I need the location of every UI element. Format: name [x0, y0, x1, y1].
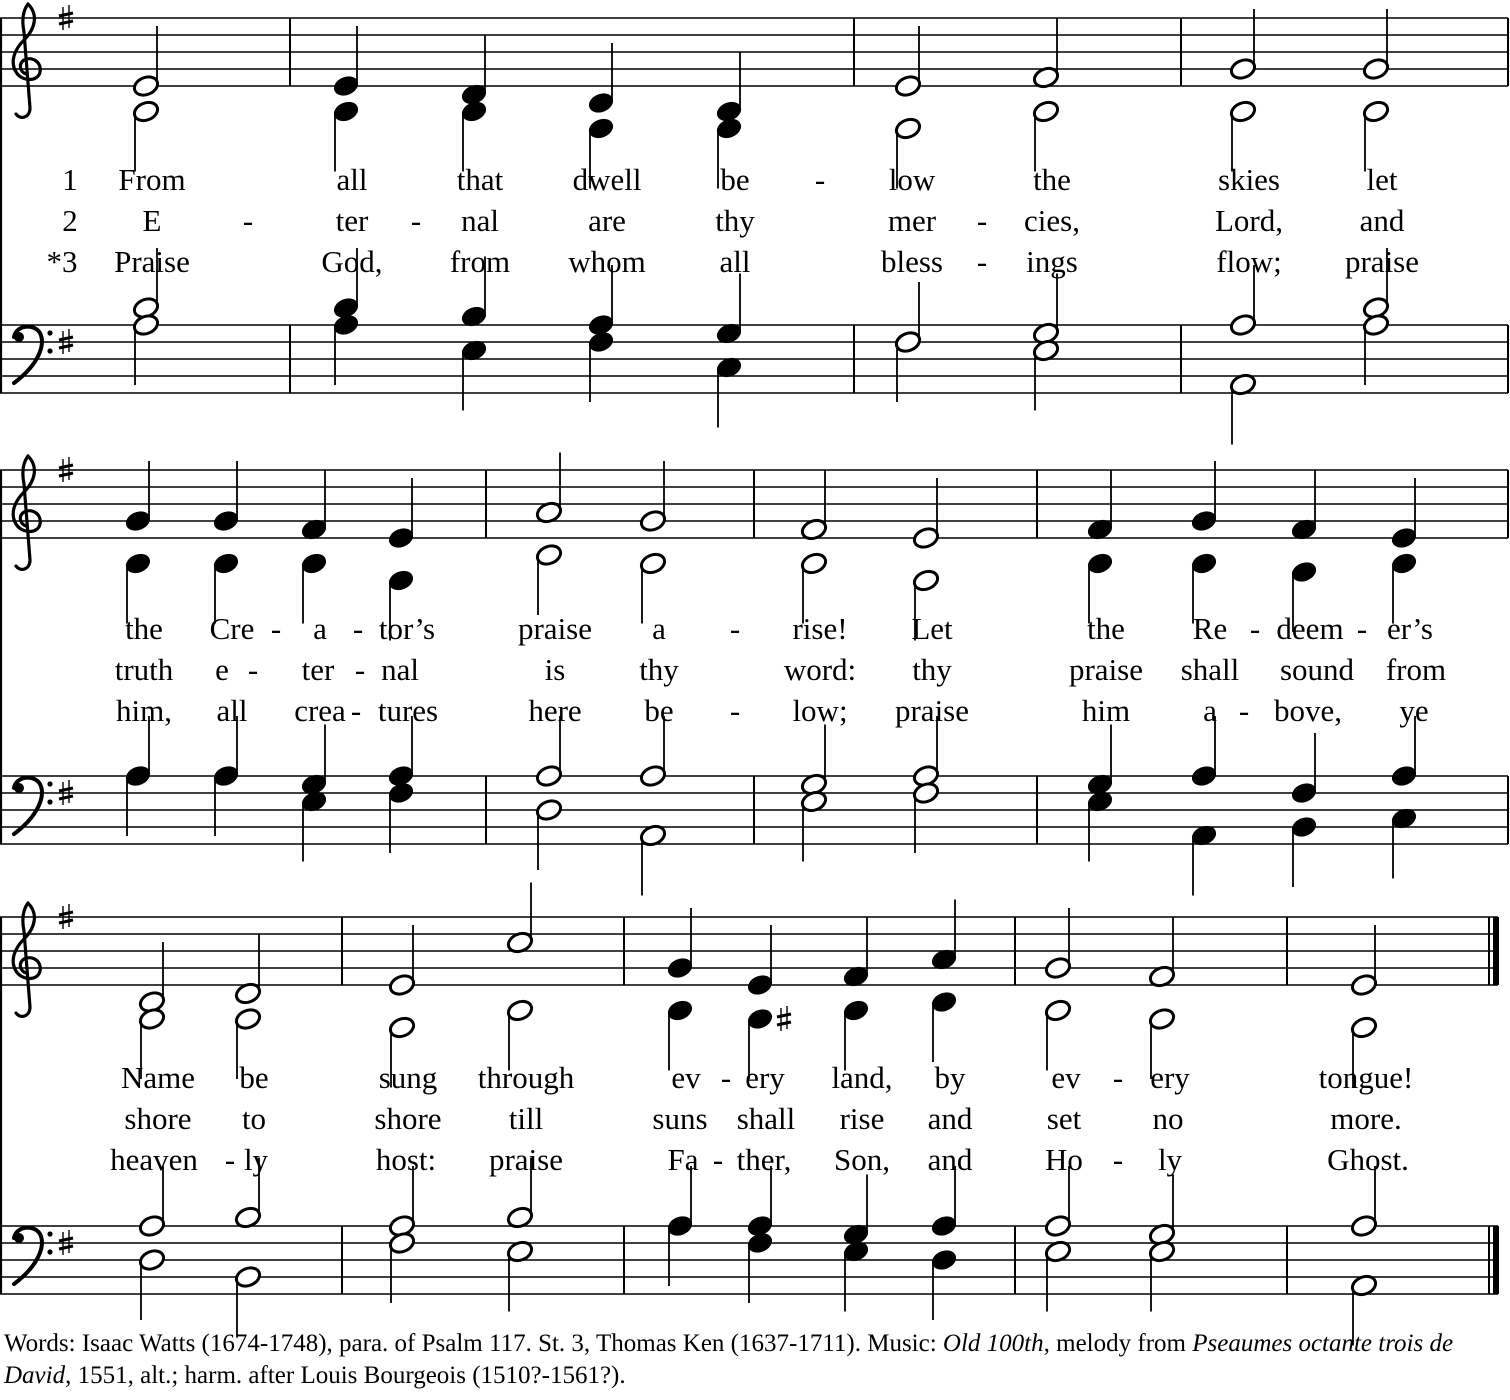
lyric-syllable: nal: [381, 652, 419, 687]
lyric-syllable: tor’s: [378, 611, 436, 646]
note-head: [535, 798, 564, 823]
sharp-stroke: [59, 1246, 73, 1249]
lyric-syllable: from: [449, 244, 511, 279]
note-head: [132, 74, 161, 99]
lyric-syllable: -: [729, 693, 741, 728]
lyric-syllable: cies,: [1024, 203, 1080, 238]
note-head: [1229, 99, 1258, 124]
note-head: [138, 1248, 167, 1273]
bass-clef-dot: [47, 348, 52, 353]
lyric-syllable: that: [456, 162, 504, 197]
note-head: [842, 998, 871, 1023]
note-head: [1032, 99, 1061, 124]
lyric-syllable: bless: [881, 244, 943, 279]
lyric-syllable: nal: [461, 203, 499, 238]
lyric-syllable: shore: [124, 1101, 192, 1136]
note-head: [1148, 1007, 1177, 1032]
note-head: [1044, 1214, 1073, 1239]
note-head: [930, 990, 959, 1015]
sharp-stroke: [59, 473, 73, 476]
melody-from-text: , melody from: [1043, 1330, 1186, 1357]
note-head: [746, 973, 775, 998]
note-head: [639, 764, 668, 789]
lyric-syllable: dwell: [572, 162, 642, 197]
note-head: [894, 116, 923, 141]
note-head: [912, 526, 941, 551]
bass-clef: [14, 1228, 53, 1284]
note-head: [138, 1214, 167, 1239]
note-head: [124, 551, 153, 576]
note-head: [1290, 560, 1319, 585]
note-head: [1229, 57, 1258, 82]
sharp-stroke: [59, 337, 73, 340]
lyric-syllable: deem: [1276, 611, 1344, 646]
note-head: [132, 99, 161, 124]
lyric-syllable: ter: [335, 203, 369, 238]
lyric-syllable: -: [350, 693, 362, 728]
lyric-syllable: be: [720, 162, 750, 197]
note-head: [1229, 313, 1258, 338]
lyric-syllable: be: [239, 1060, 269, 1095]
note-head: [234, 1007, 263, 1032]
hymn-credits: [4, 1328, 1504, 1392]
lyric-syllable: ye: [1399, 693, 1429, 728]
bass-clef-dot: [14, 783, 24, 793]
lyric-syllable: ev: [671, 1060, 701, 1095]
lyric-syllable: Re: [1192, 611, 1228, 646]
note-head: [387, 568, 416, 593]
lyric-syllable: Lord,: [1214, 203, 1284, 238]
lyric-syllable: ings: [1026, 244, 1078, 279]
lyric-syllable: flow;: [1216, 244, 1282, 279]
note-head: [332, 99, 361, 124]
lyric-syllable: till: [508, 1101, 544, 1136]
lyric-syllable: shall: [1180, 652, 1240, 687]
lyric-syllable: -: [352, 611, 364, 646]
lyric-syllable: praise: [1344, 244, 1420, 279]
lyric-syllable: Praise: [114, 244, 190, 279]
sharp-stroke: [59, 788, 73, 791]
lyric-syllable: -: [976, 203, 988, 238]
bass-clef-dot: [14, 332, 24, 342]
lyric-syllable: thy: [715, 203, 755, 238]
note-head: [587, 330, 616, 355]
lyric-syllable: ly: [1157, 1142, 1183, 1177]
note-head: [1362, 57, 1391, 82]
lyric-syllable: -: [1238, 693, 1250, 728]
note-head: [666, 956, 695, 981]
lyric-syllable: crea: [294, 693, 346, 728]
sharp-stroke: [59, 1238, 73, 1241]
lyric-syllable: are: [588, 203, 626, 238]
lyric-syllable: and: [927, 1101, 973, 1136]
note-head: [535, 764, 564, 789]
note-head: [1350, 1015, 1379, 1040]
lyric-syllable: God,: [321, 244, 383, 279]
note-head: [124, 764, 153, 789]
music-label: Music:: [867, 1330, 937, 1357]
lyric-syllable: is: [544, 652, 566, 687]
note-head: [894, 74, 923, 99]
lyric-syllable: suns: [652, 1101, 708, 1136]
lyric-syllable: whom: [568, 244, 646, 279]
lyric-syllable: sung: [378, 1060, 438, 1095]
bass-clef-dot: [47, 781, 52, 786]
lyric-syllable: Son,: [834, 1142, 890, 1177]
lyric-syllable: -: [1112, 1060, 1124, 1095]
lyric-syllable: -: [712, 1142, 724, 1177]
sharp-stroke: [59, 912, 73, 915]
treble-clef: [13, 903, 40, 1016]
lyric-syllable: rise: [839, 1101, 885, 1136]
note-head: [639, 551, 668, 576]
words-label: Words:: [4, 1330, 76, 1357]
lyric-syllable: let: [1366, 162, 1398, 197]
treble-clef-shape: [13, 456, 40, 569]
words-credit: Isaac Watts (1674-1748), para. of Psalm 117. St. 3, Thomas Ken (1637-1711).: [81, 1330, 861, 1357]
lyric-syllable: low: [888, 162, 936, 197]
note-head: [912, 568, 941, 593]
lyric-syllable: -: [814, 162, 826, 197]
lyric-syllable: tongue!: [1318, 1060, 1414, 1095]
lyric-syllable: Ho: [1045, 1142, 1083, 1177]
note-head: [800, 551, 829, 576]
sharp-stroke: [59, 345, 73, 348]
lyric-syllable: by: [934, 1060, 966, 1095]
lyric-syllable: from: [1385, 652, 1447, 687]
note-head: [1190, 509, 1219, 534]
bass-clef-dot: [47, 1249, 52, 1254]
note-head: [506, 998, 535, 1023]
lyric-syllable: truth: [114, 652, 174, 687]
sharp-stroke: [59, 13, 73, 16]
lyric-syllable: sound: [1279, 652, 1355, 687]
note-head: [746, 1007, 775, 1032]
sharp-stroke: [59, 796, 73, 799]
bass-clef-dot: [47, 1231, 52, 1236]
lyric-syllable: -: [247, 652, 259, 687]
lyric-syllable: a: [1203, 693, 1217, 728]
lyric-syllable: -: [720, 1060, 732, 1095]
lyric-syllable: all: [216, 693, 248, 728]
lyric-syllable: skies: [1218, 162, 1280, 197]
lyric-syllable: and: [927, 1142, 973, 1177]
lyric-syllable: -: [729, 611, 741, 646]
lyric-syllable: -: [976, 244, 988, 279]
lyric-syllable: to: [241, 1101, 267, 1136]
lyric-syllable: ly: [243, 1142, 269, 1177]
note-head: [746, 1231, 775, 1256]
lyric-syllable: land,: [831, 1060, 893, 1095]
bass-clef: [14, 327, 53, 383]
note-head: [300, 551, 329, 576]
note-head: [639, 509, 668, 534]
lyric-syllable: thy: [912, 652, 952, 687]
lyric-syllable: Fa: [667, 1142, 699, 1177]
note-head: [1190, 551, 1219, 576]
lyric-syllable: -: [1356, 611, 1368, 646]
lyric-syllable: all: [719, 244, 751, 279]
lyric-syllable: host:: [375, 1142, 437, 1177]
lyric-syllable: praise: [894, 693, 970, 728]
lyric-syllable: shall: [736, 1101, 796, 1136]
note-head: [587, 91, 616, 116]
lyric-syllable: him,: [116, 693, 172, 728]
lyric-syllable: -: [354, 652, 366, 687]
lyric-syllable: *3: [46, 244, 78, 279]
lyric-syllable: here: [528, 693, 582, 728]
note-head: [124, 509, 153, 534]
lyric-syllable: shore: [374, 1101, 442, 1136]
note-head: [715, 116, 744, 141]
treble-clef: [13, 456, 40, 569]
lyric-syllable: -: [1112, 1142, 1124, 1177]
lyric-syllable: word:: [783, 652, 857, 687]
lyric-syllable: ery: [745, 1060, 785, 1095]
lyric-syllable: Ghost.: [1327, 1142, 1409, 1177]
lyric-syllable: 2: [62, 203, 78, 238]
note-head: [1390, 526, 1419, 551]
bass-clef-dot: [14, 1233, 24, 1243]
lyric-syllable: -: [410, 203, 422, 238]
sharp-stroke: [59, 21, 73, 24]
note-head: [1350, 1214, 1379, 1239]
lyric-syllable: no: [1152, 1101, 1184, 1136]
sharp-stroke: [777, 1014, 791, 1017]
note-head: [388, 1015, 417, 1040]
sharp-stroke: [777, 1022, 791, 1025]
treble-clef-shape: [13, 4, 40, 117]
lyric-syllable: E: [142, 203, 162, 238]
lyric-syllable: more.: [1330, 1101, 1402, 1136]
lyric-syllable: -: [1249, 611, 1261, 646]
note-head: [387, 526, 416, 551]
lyric-syllable: thy: [639, 652, 679, 687]
lyric-syllable: er’s: [1387, 611, 1433, 646]
note-head: [1390, 764, 1419, 789]
bass-clef-dot: [47, 330, 52, 335]
lyric-syllable: Cre: [209, 611, 255, 646]
note-head: [666, 998, 695, 1023]
note-head: [930, 1248, 959, 1273]
lyric-syllable: 1: [62, 162, 78, 197]
lyric-syllable: the: [125, 611, 163, 646]
note-head: [212, 764, 241, 789]
lyric-syllable: praise: [488, 1142, 564, 1177]
lyric-syllable: rise!: [792, 611, 848, 646]
lyric-syllable: all: [336, 162, 368, 197]
lyric-syllable: be: [644, 693, 674, 728]
tune-name: Old 100th: [942, 1330, 1044, 1357]
lyric-syllable: -: [270, 611, 282, 646]
note-head: [1390, 551, 1419, 576]
sharp-stroke: [59, 465, 73, 468]
lyric-syllable: ter: [301, 652, 335, 687]
lyric-syllable: ev: [1051, 1060, 1081, 1095]
lyric-syllable: and: [1359, 203, 1405, 238]
note-head: [1044, 998, 1073, 1023]
note-head: [535, 543, 564, 568]
treble-clef: [13, 4, 40, 117]
note-head: [212, 509, 241, 534]
note-head: [666, 1214, 695, 1239]
note-head: [1044, 956, 1073, 981]
lyric-syllable: heaven: [110, 1142, 198, 1177]
lyric-syllable: through: [477, 1060, 575, 1095]
source-title: Pseaumes octante trois de David: [4, 1330, 1454, 1389]
note-head: [332, 313, 361, 338]
note-head: [1290, 815, 1319, 840]
lyric-syllable: bove,: [1273, 693, 1343, 728]
lyric-syllable: low;: [792, 693, 848, 728]
lyric-syllable: From: [118, 162, 186, 197]
note-head: [894, 330, 923, 355]
lyric-syllable: ther,: [736, 1142, 792, 1177]
lyric-syllable: Name: [120, 1060, 196, 1095]
sharp-icon: [777, 1006, 791, 1031]
lyric-syllable: -: [224, 1142, 236, 1177]
lyric-syllable: praise: [517, 611, 593, 646]
lyric-syllable: tures: [377, 693, 439, 728]
lyric-syllable: e: [215, 652, 229, 687]
note-head: [1290, 781, 1319, 806]
note-head: [460, 99, 489, 124]
note-head: [388, 973, 417, 998]
lyric-syllable: Let: [911, 611, 953, 646]
note-head: [1086, 551, 1115, 576]
lyric-syllable: the: [1033, 162, 1071, 197]
note-head: [1362, 99, 1391, 124]
lyric-syllable: the: [1087, 611, 1125, 646]
note-head: [387, 781, 416, 806]
lyric-syllable: -: [242, 203, 254, 238]
note-head: [1190, 764, 1219, 789]
lyric-syllable: set: [1046, 1101, 1082, 1136]
lyric-syllable: him: [1081, 693, 1131, 728]
lyric-syllable: a: [652, 611, 666, 646]
note-head: [212, 551, 241, 576]
bass-clef: [14, 778, 53, 834]
lyric-syllable: mer: [887, 203, 937, 238]
note-head: [332, 74, 361, 99]
bass-clef-dot: [47, 799, 52, 804]
treble-clef-shape: [13, 903, 40, 1016]
note-head: [930, 1214, 959, 1239]
lyric-syllable: praise: [1068, 652, 1144, 687]
source-details: , 1551, alt.; harm. after Louis Bourgeois (1510?-1561?).: [65, 1362, 626, 1389]
note-head: [587, 116, 616, 141]
note-head: [234, 1265, 263, 1290]
lyric-syllable: ery: [1150, 1060, 1190, 1095]
lyric-syllable: a: [313, 611, 327, 646]
note-head: [1350, 973, 1379, 998]
sharp-stroke: [59, 920, 73, 923]
